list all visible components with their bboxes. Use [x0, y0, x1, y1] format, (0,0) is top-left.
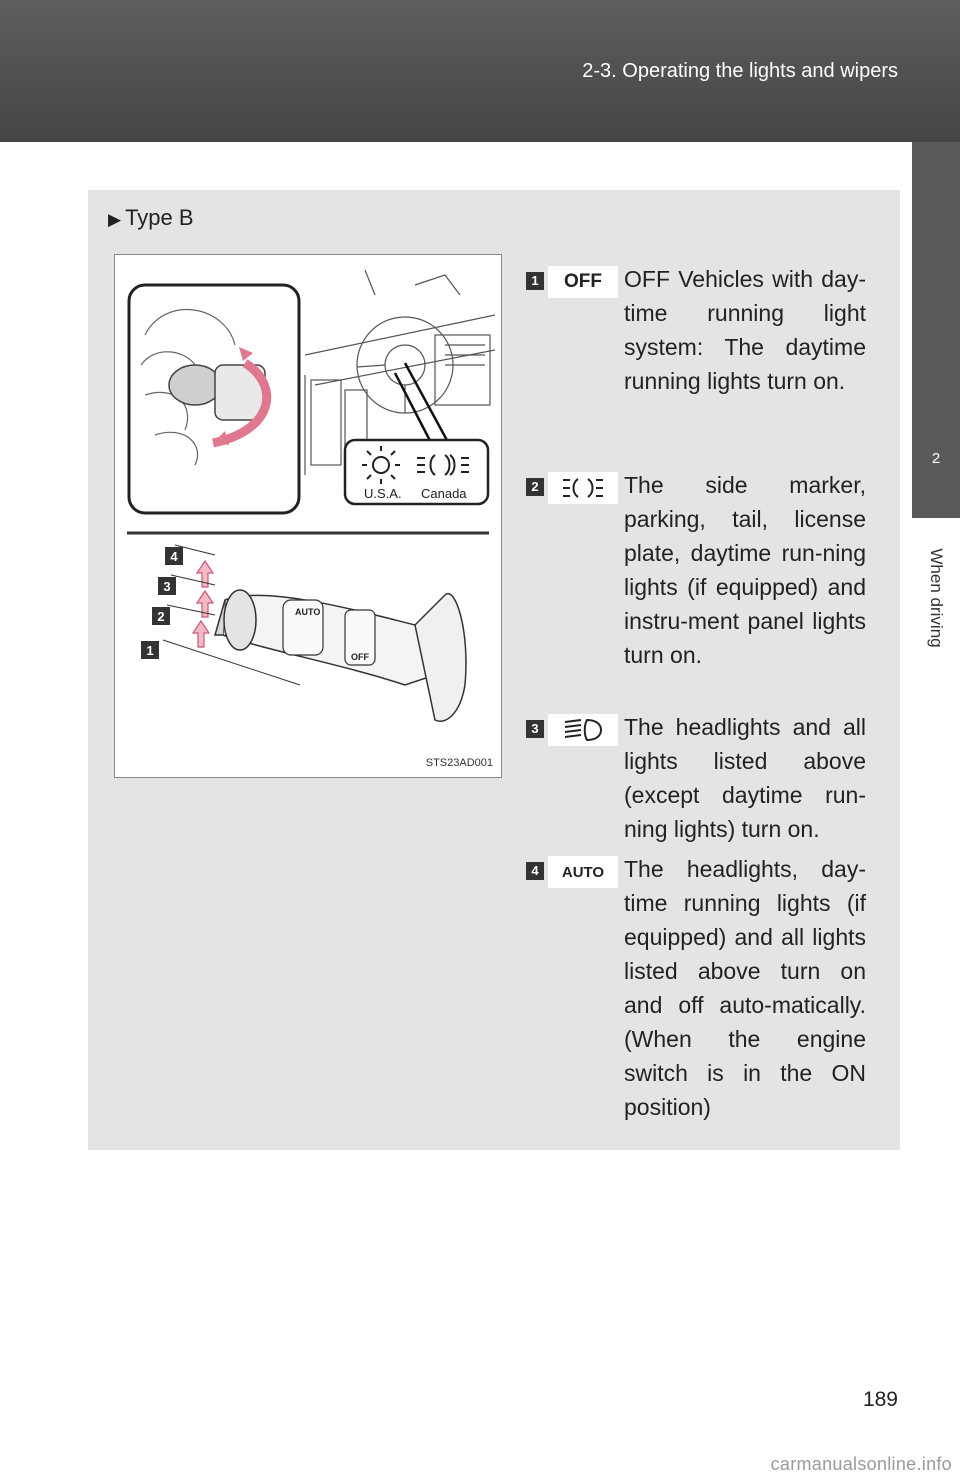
page-header [0, 0, 960, 142]
chapter-tab [912, 142, 960, 518]
type-label: Type B [125, 205, 194, 230]
item-description: The headlights, day-time running lights (if equipped) and all lights listed above turn on and off auto-matically. (When the engine switch is in the ON position) [624, 856, 866, 1120]
triangle-icon: ▶ [108, 210, 122, 229]
watermark: carmanualsonline.info [770, 1454, 952, 1474]
side-marker-lights-icon [548, 472, 618, 504]
light-switch-figure [114, 254, 502, 778]
callout-3: 3 [163, 579, 171, 594]
usa-label: U.S.A. [364, 486, 402, 501]
figure-code: STS23AD001 [425, 757, 493, 769]
item-number: 3 [526, 720, 544, 738]
item-description: The side marker, parking, tail, license plate, daytime run-ning lights (if equipped) and instru-ment panel lights turn on. [624, 472, 866, 668]
chapter-label: When driving [927, 548, 946, 648]
canada-label: Canada [421, 486, 467, 501]
item-number: 2 [526, 478, 544, 496]
item-number: 1 [526, 272, 544, 290]
callout-2: 2 [157, 609, 165, 624]
lever-off-label: OFF [351, 652, 369, 662]
item-description: OFF Vehicles with day-time running light system: The daytime running lights turn on. [624, 266, 866, 394]
off-text-icon: OFF [548, 266, 618, 298]
callout-1: 1 [146, 643, 154, 658]
lever-auto-label: AUTO [295, 607, 321, 617]
callout-4: 4 [170, 549, 178, 564]
chapter-label-container [912, 518, 960, 678]
chapter-number: 2 [931, 450, 941, 467]
section-title: 2-3. Operating the lights and wipers [582, 60, 898, 82]
item-description: The headlights and all lights listed above (except daytime run-ning lights) turn on. [624, 714, 866, 842]
type-heading [108, 205, 194, 231]
light-switch-illustration [115, 255, 501, 777]
item-number: 4 [526, 862, 544, 880]
headlight-icon [548, 714, 618, 746]
auto-text-icon: AUTO [548, 856, 618, 888]
page-number: 189 [862, 1388, 898, 1411]
